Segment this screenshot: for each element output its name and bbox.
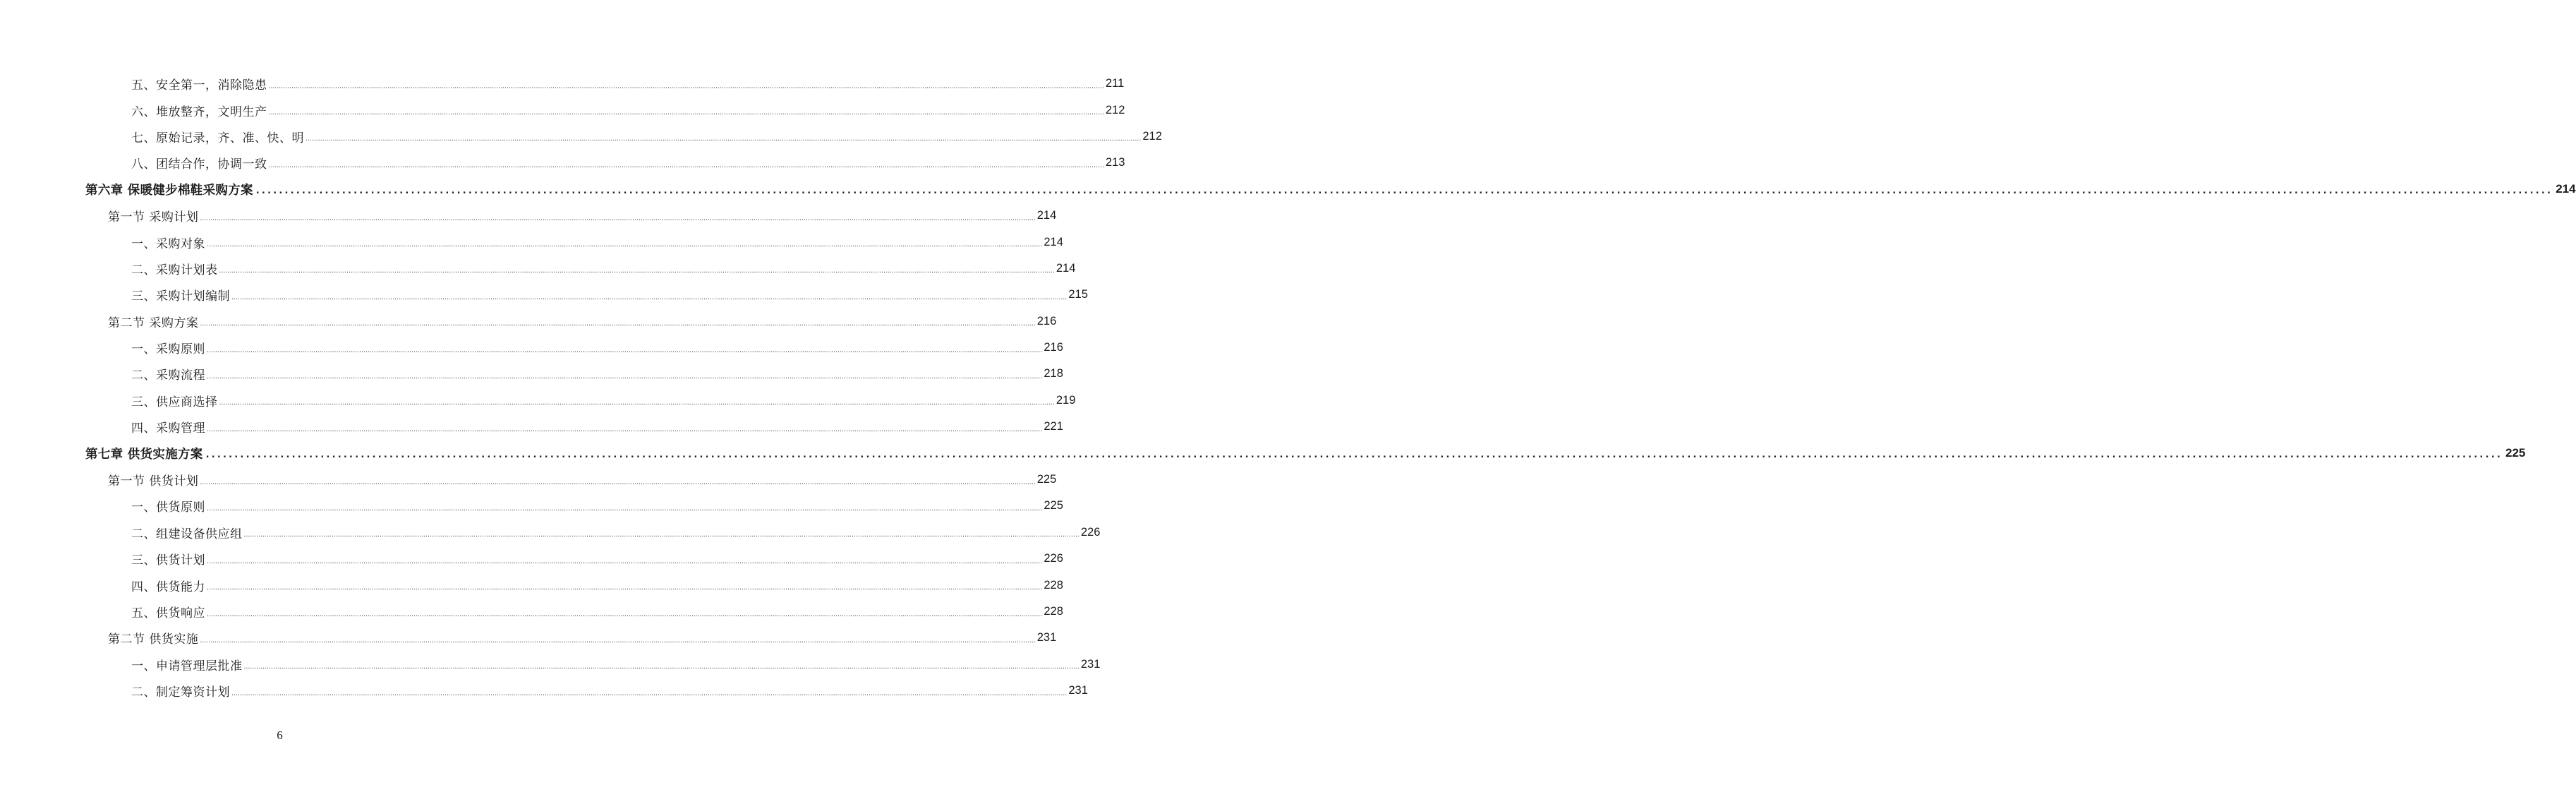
toc-section-row[interactable] xyxy=(0,203,1057,229)
toc-entry-title: 八、团结合作，协调一致 xyxy=(131,157,267,172)
toc-item-row[interactable] xyxy=(0,256,1076,282)
toc-dot-leader: ................................................................................................................................................................................................................................................................................................................................................................................................................ xyxy=(200,215,1036,222)
toc-dot-leader: ................................................................................................................................................................................................................................................................................................................................................................................................................ xyxy=(268,162,1104,169)
page-number: 6 xyxy=(277,728,283,742)
toc-entry-page: 214 xyxy=(1056,261,1076,275)
toc-entry-page: 231 xyxy=(1080,657,1101,671)
toc-item-row[interactable] xyxy=(0,520,1101,546)
toc-entry-title: 一、采购对象 xyxy=(131,236,205,251)
toc-item-row[interactable] xyxy=(0,71,1125,97)
toc-dot-leader: ................................................................................................................................................................................................................................................................................................................................................................................................................ xyxy=(268,109,1104,117)
toc-entry-page: 212 xyxy=(1105,103,1125,116)
toc-entry-title: 五、安全第一，消除隐患 xyxy=(131,78,267,93)
toc-dot-leader: ................................................................................................................................................................................................................................................................................................................................................................................................................ xyxy=(207,347,1043,354)
table-of-contents xyxy=(0,71,2576,704)
toc-entry-title: 四、供货能力 xyxy=(131,580,205,594)
toc-item-row[interactable] xyxy=(0,546,1063,572)
toc-dot-leader: ................................................................................................................................................................................................................................................................................................................................................................................................................ xyxy=(219,268,1055,275)
toc-item-row[interactable] xyxy=(0,652,1101,678)
toc-dot-leader: ................................................................................................................................................................................................................................................................................................................................................................................................................ xyxy=(200,479,1036,486)
toc-entry-page: 226 xyxy=(1080,525,1101,539)
toc-dot-leader: ................................................................................................................................................................................................................................................................................................................................................................................................................ xyxy=(255,185,2553,196)
toc-dot-leader: ................................................................................................................................................................................................................................................................................................................................................................................................................ xyxy=(243,532,1080,539)
toc-entry-page: 225 xyxy=(2505,446,2526,460)
toc-entry-title: 七、原始记录，齐、准、快、明 xyxy=(131,131,304,145)
toc-item-row[interactable] xyxy=(0,335,1063,361)
toc-entry-page: 214 xyxy=(1036,209,1057,222)
toc-dot-leader: ................................................................................................................................................................................................................................................................................................................................................................................................................ xyxy=(306,136,1142,143)
toc-dot-leader: ................................................................................................................................................................................................................................................................................................................................................................................................................ xyxy=(207,241,1043,249)
toc-entry-title: 五、供货响应 xyxy=(131,606,205,620)
toc-entry-title: 二、制定筹资计划 xyxy=(131,685,230,700)
toc-item-row[interactable] xyxy=(0,97,1125,123)
toc-entry-page: 219 xyxy=(1056,393,1076,407)
toc-item-row[interactable] xyxy=(0,150,1125,176)
toc-entry-title: 一、采购原则 xyxy=(131,342,205,357)
toc-entry-title: 第七章 供货实施方案 xyxy=(85,447,203,462)
toc-dot-leader: ................................................................................................................................................................................................................................................................................................................................................................................................................ xyxy=(207,505,1043,512)
toc-entry-title: 三、采购计划编制 xyxy=(131,289,230,304)
toc-entry-title: 二、组建设备供应组 xyxy=(131,527,243,541)
toc-dot-leader: ................................................................................................................................................................................................................................................................................................................................................................................................................ xyxy=(200,320,1036,328)
toc-entry-title: 四、采购管理 xyxy=(131,421,205,436)
toc-entry-title: 二、采购计划表 xyxy=(131,263,218,277)
toc-entry-page: 225 xyxy=(1036,473,1057,486)
toc-dot-leader: ................................................................................................................................................................................................................................................................................................................................................................................................................ xyxy=(205,449,2503,460)
toc-entry-title: 第六章 保暖健步棉鞋采购方案 xyxy=(85,183,253,198)
toc-entry-page: 221 xyxy=(1044,420,1063,433)
toc-entry-page: 228 xyxy=(1044,605,1063,618)
toc-entry-page: 218 xyxy=(1044,367,1063,380)
toc-entry-page: 214 xyxy=(1044,235,1063,248)
toc-dot-leader: ................................................................................................................................................................................................................................................................................................................................................................................................................ xyxy=(207,584,1043,592)
toc-entry-title: 六、堆放整齐，文明生产 xyxy=(131,104,267,119)
toc-dot-leader: ................................................................................................................................................................................................................................................................................................................................................................................................................ xyxy=(231,690,1068,697)
toc-entry-page: 225 xyxy=(1044,499,1063,512)
toc-entry-page: 231 xyxy=(1036,631,1057,644)
toc-entry-title: 三、供应商选择 xyxy=(131,395,218,409)
toc-item-row[interactable] xyxy=(0,229,1063,255)
toc-dot-leader: ................................................................................................................................................................................................................................................................................................................................................................................................................ xyxy=(231,294,1068,301)
toc-chapter-row[interactable] xyxy=(0,176,2576,203)
toc-entry-page: 213 xyxy=(1105,156,1125,169)
toc-item-row[interactable] xyxy=(0,124,1162,150)
toc-entry-page: 228 xyxy=(1044,578,1063,592)
toc-entry-page: 231 xyxy=(1068,684,1088,697)
toc-section-row[interactable] xyxy=(0,467,1057,493)
toc-item-row[interactable] xyxy=(0,388,1076,414)
toc-entry-page: 226 xyxy=(1044,552,1063,565)
toc-dot-leader: ................................................................................................................................................................................................................................................................................................................................................................................................................ xyxy=(268,83,1104,90)
toc-entry-title: 二、采购流程 xyxy=(131,368,205,383)
toc-chapter-row[interactable] xyxy=(0,440,2526,466)
toc-dot-leader: ................................................................................................................................................................................................................................................................................................................................................................................................................ xyxy=(207,373,1043,380)
toc-item-row[interactable] xyxy=(0,678,1088,704)
toc-dot-leader: ................................................................................................................................................................................................................................................................................................................................................................................................................ xyxy=(200,637,1036,644)
toc-dot-leader: ................................................................................................................................................................................................................................................................................................................................................................................................................ xyxy=(207,611,1043,618)
toc-entry-title: 一、申请管理层批准 xyxy=(131,659,243,673)
toc-entry-title: 三、供货计划 xyxy=(131,553,205,568)
toc-item-row[interactable] xyxy=(0,414,1063,440)
toc-entry-page: 212 xyxy=(1142,129,1162,143)
toc-entry-page: 216 xyxy=(1044,341,1063,354)
toc-item-row[interactable] xyxy=(0,572,1063,598)
toc-item-row[interactable] xyxy=(0,361,1063,387)
toc-entry-title: 第一节 采购计划 xyxy=(108,210,199,225)
toc-section-row[interactable] xyxy=(0,308,1057,335)
toc-entry-page: 215 xyxy=(1068,288,1088,301)
toc-entry-title: 第一节 供货计划 xyxy=(108,474,199,489)
toc-dot-leader: ................................................................................................................................................................................................................................................................................................................................................................................................................ xyxy=(207,558,1043,565)
toc-entry-page: 216 xyxy=(1036,314,1057,328)
toc-entry-title: 第二节 供货实施 xyxy=(108,632,199,647)
toc-section-row[interactable] xyxy=(0,625,1057,651)
toc-entry-title: 一、供货原则 xyxy=(131,500,205,515)
toc-item-row[interactable] xyxy=(0,282,1088,308)
toc-dot-leader: ................................................................................................................................................................................................................................................................................................................................................................................................................ xyxy=(219,400,1055,407)
toc-entry-title: 第二节 采购方案 xyxy=(108,316,199,330)
toc-dot-leader: ................................................................................................................................................................................................................................................................................................................................................................................................................ xyxy=(243,664,1080,671)
toc-entry-page: 211 xyxy=(1105,77,1125,90)
toc-item-row[interactable] xyxy=(0,493,1063,519)
toc-item-row[interactable] xyxy=(0,599,1063,625)
toc-dot-leader: ................................................................................................................................................................................................................................................................................................................................................................................................................ xyxy=(207,426,1043,433)
toc-entry-page: 214 xyxy=(2556,182,2576,196)
